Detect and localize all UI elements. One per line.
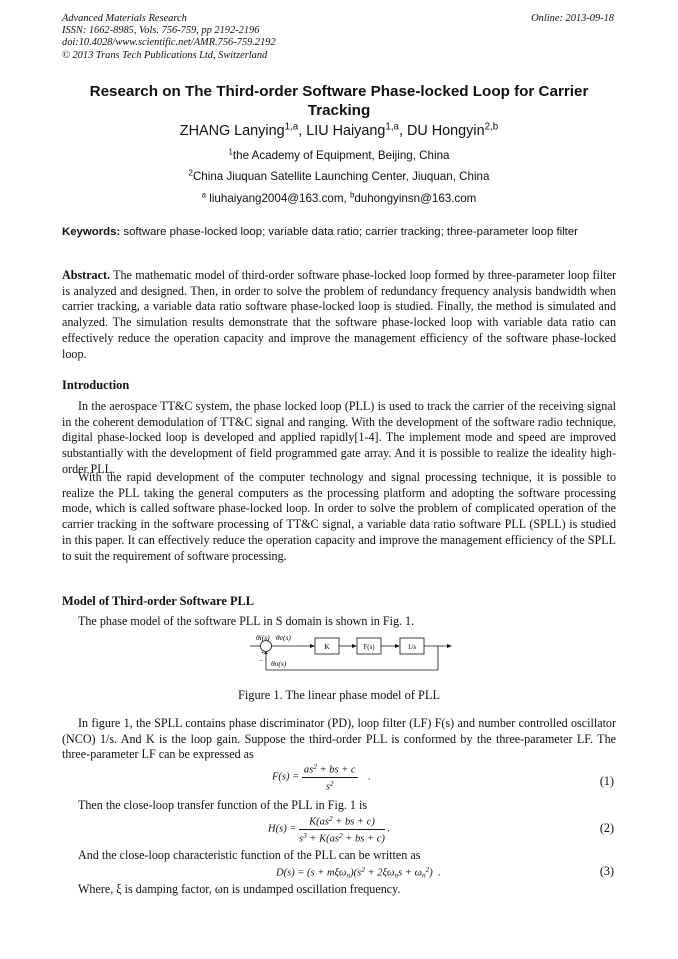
gain-label: K bbox=[324, 642, 330, 651]
equation-1: F(s) = $\frac{as^2 + bs + c}{s^2}$ . bbox=[272, 762, 371, 793]
affiliation-text: China Jiuquan Satellite Launching Center, Jiuquan, China bbox=[192, 170, 490, 183]
minus-sign: − bbox=[259, 657, 263, 665]
author-list: ZHANG Lanying$^{1,a}$, LIU Haiyang$^{1,a}$, DU Hongyin$^{2,b}$ bbox=[179, 121, 499, 139]
abstract-label: Abstract. bbox=[62, 268, 111, 282]
where-line: Where, ξ is damping factor, ωn is undamped oscillation frequency. bbox=[78, 882, 401, 896]
section-heading-introduction: Introduction bbox=[62, 378, 130, 392]
email-line bbox=[62, 192, 616, 205]
affiliation-1 bbox=[62, 149, 616, 162]
email-sup: b bbox=[349, 190, 355, 200]
author-name: DU Hongyin bbox=[407, 123, 485, 139]
journal-name: Advanced Materials Research bbox=[62, 13, 187, 24]
author-sup: 2,b bbox=[484, 121, 499, 133]
affiliation-2 bbox=[62, 170, 616, 183]
keywords-label: Keywords: bbox=[62, 226, 121, 238]
model-intro-line: The phase model of the software PLL in S domain is shown in Fig. 1. bbox=[78, 614, 415, 628]
author-name: LIU Haiyang bbox=[306, 123, 386, 139]
abstract-text: The mathematic model of third-order software phase-locked loop formed by three-parameter loop filter is analyzed and designed. Then, in order to solve the problem of redundancy frequency analysis bandwidth when carrier tracking, a variable data ratio software phase-locked loop is studied. Finally, the method is simulated and analyzed. The simulation results demonstrate that the software phase-locked loop with variable data ratio can effectively reduce the operation capacity and improve the management efficiency of the software phase-locked loop. bbox=[62, 268, 616, 361]
email-a[interactable]: liuhaiyang2004@163.com, bbox=[206, 192, 350, 205]
intro-paragraph-1: In the aerospace TT&C system, the phase locked loop (PLL) is used to track the carrier of the receiving signal in the coherent demodulation of TT&C signal and ranging. With the development of the software radio technique, digital phase-locked loop is developed and applied rapidly[1-4]. The implement mode and speed are improved substantially with the development of field programmed gate array. And it is possible to realize the ideality high-order PLL. bbox=[62, 399, 616, 476]
keywords bbox=[62, 224, 616, 240]
equation-3-number: (3) bbox=[599, 864, 614, 878]
affiliation-text: the Academy of Equipment, Beijing, China bbox=[232, 149, 450, 162]
affiliation-sup: 1 bbox=[228, 147, 233, 157]
closeloop-line: Then the close-loop transfer function of the PLL in Fig. 1 is bbox=[78, 798, 368, 812]
issn-line: ISSN: 1662-8985, Vols. 756-759, pp 2192-2196 bbox=[62, 25, 260, 37]
filter-label: F(s) bbox=[363, 643, 375, 651]
abstract bbox=[62, 268, 616, 362]
paper-title: Research on The Third-order Software Phase-locked Loop for Carrier Tracking bbox=[89, 83, 589, 119]
email-b[interactable]: duhongyinsn@163.com bbox=[354, 192, 477, 205]
copyright-line: © 2013 Trans Tech Publications Ltd, Switzerland bbox=[62, 49, 268, 61]
nco-label: 1/s bbox=[407, 643, 417, 651]
journal-header bbox=[62, 13, 276, 62]
characteristic-line: And the close-loop characteristic function of the PLL can be written as bbox=[78, 848, 421, 862]
model-paragraph: In figure 1, the SPLL contains phase discriminator (PD), loop filter (LF) F(s) and number controlled oscillator (NCO) 1/s. And K is the loop gain. Suppose the third-order PLL is conformed by the three-parameter LF. The three-parameter LF can be expressed as bbox=[62, 716, 616, 762]
pll-block-diagram bbox=[250, 630, 460, 672]
keywords-text: software phase-locked loop; variable data ratio; carrier tracking; three-parameter loop filter bbox=[120, 226, 578, 238]
equation-2-number: (2) bbox=[599, 821, 614, 835]
figure-caption: Figure 1. The linear phase model of PLL bbox=[237, 688, 441, 702]
theta-e-label: θe(s) bbox=[276, 633, 291, 642]
intro-paragraph-2: With the rapid development of the computer technology and signal processing technique, it is possible to realize the PLL taking the general computers as the processing platform and adopting the software processing mode, which is called software phase-locked loop. In order to solve the problem of complicated operation of the carrier tracking in the software processing of TT&C signal, a variable data ratio software PLL (SPLL) is studied in this paper. It can effectively reduce the operation capacity and improve the management efficiency of the SPLL to suit the requirement of software processing. bbox=[62, 470, 616, 563]
theta-o-label: θo(s) bbox=[271, 659, 287, 668]
email-sup: a bbox=[201, 190, 207, 200]
author-sup: 1,a bbox=[284, 121, 299, 133]
equation-1-number: (1) bbox=[599, 774, 614, 788]
affiliation-sup: 2 bbox=[188, 168, 193, 178]
plus-sign: + bbox=[261, 649, 265, 657]
equation-3: $D(s) = (s + m\xi\omega n)(s^2 + 2\xi\omega ns + \omega n^2)$ . bbox=[276, 865, 441, 880]
author-sup: 1,a bbox=[385, 121, 399, 133]
equation-2: H(s) = $\frac{K(as^2 + bs + c)}{s^3 + K(as^2 + bs + c)}$ . bbox=[268, 814, 391, 845]
doi-line: doi:10.4028/www.scientific.net/AMR.756-759.2192 bbox=[62, 37, 276, 49]
online-date: Online: 2013-09-18 bbox=[531, 13, 614, 24]
section-heading-model: Model of Third-order Software PLL bbox=[62, 594, 255, 608]
author-name: ZHANG Lanying bbox=[179, 123, 285, 139]
theta-i-label: θi(s) bbox=[256, 633, 270, 642]
